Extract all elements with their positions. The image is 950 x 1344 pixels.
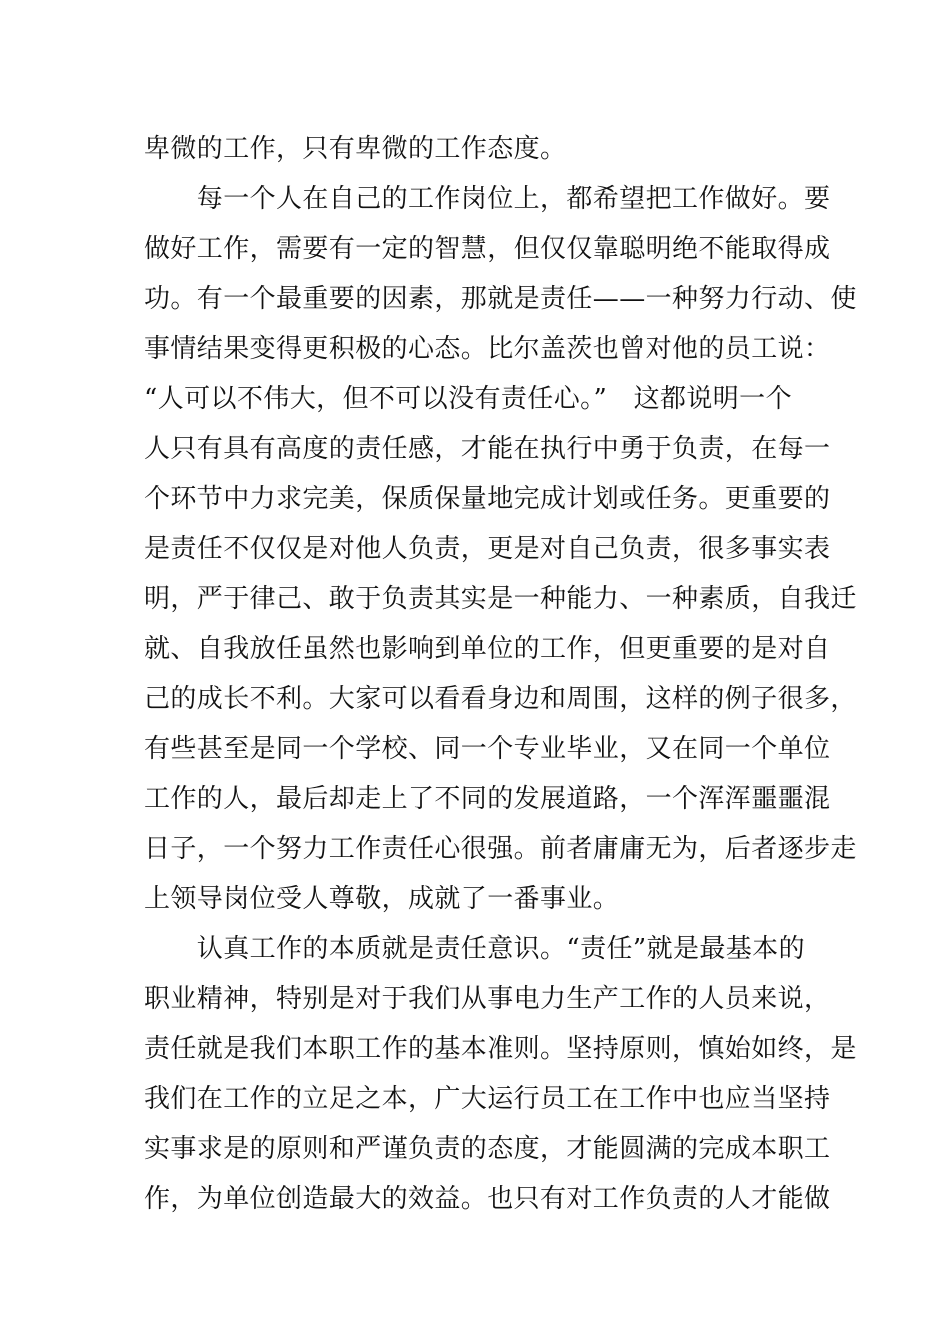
text-line: 卑微的工作，只有卑微的工作态度。 [144, 134, 567, 164]
text-line: 个环节中力求完美，保质保量地完成计划或任务。更重要的 [144, 484, 831, 514]
text-line: 职业精神，特别是对于我们从事电力生产工作的人员来说， [144, 984, 831, 1014]
text-line: 上领导岗位受人尊敬，成就了一番事业。 [144, 884, 620, 914]
text-line: 工作的人，最后却走上了不同的发展道路，一个浑浑噩噩混 [144, 784, 831, 814]
text-line: 明，严于律己、敢于负责其实是一种能力、一种素质，自我迁 [144, 584, 857, 614]
text-line: 每一个人在自己的工作岗位上，都希望把工作做好。要 [144, 184, 831, 214]
text-line: 功。有一个最重要的因素，那就是责任——一种努力行动、使 [144, 284, 857, 314]
text-line: 事情结果变得更积极的心态。比尔盖茨也曾对他的员工说： [144, 334, 831, 364]
text-line: 责任就是我们本职工作的基本准则。坚持原则，慎始如终，是 [144, 1034, 857, 1064]
text-line: 日子，一个努力工作责任心很强。前者庸庸无为，后者逐步走 [144, 834, 857, 864]
text-line: 认真工作的本质就是责任意识。“责任”就是最基本的 [144, 934, 805, 964]
text-line: 己的成长不利。大家可以看看身边和周围，这样的例子很多， [144, 684, 857, 714]
text-line: 我们在工作的立足之本，广大运行员工在工作中也应当坚持 [144, 1084, 831, 1114]
text-line: 做好工作，需要有一定的智慧，但仅仅靠聪明绝不能取得成 [144, 234, 831, 264]
text-line: 作，为单位创造最大的效益。也只有对工作负责的人才能做 [144, 1184, 831, 1214]
text-line: “人可以不伟大，但不可以没有责任心。” 这都说明一个 [144, 384, 792, 414]
text-line: 有些甚至是同一个学校、同一个专业毕业，又在同一个单位 [144, 734, 831, 764]
text-line: 是责任不仅仅是对他人负责，更是对自己负责，很多事实表 [144, 534, 831, 564]
text-line: 人只有具有高度的责任感，才能在执行中勇于负责，在每一 [144, 434, 831, 464]
text-line: 就、自我放任虽然也影响到单位的工作，但更重要的是对自 [144, 634, 831, 664]
text-line: 实事求是的原则和严谨负责的态度，才能圆满的完成本职工 [144, 1134, 831, 1164]
